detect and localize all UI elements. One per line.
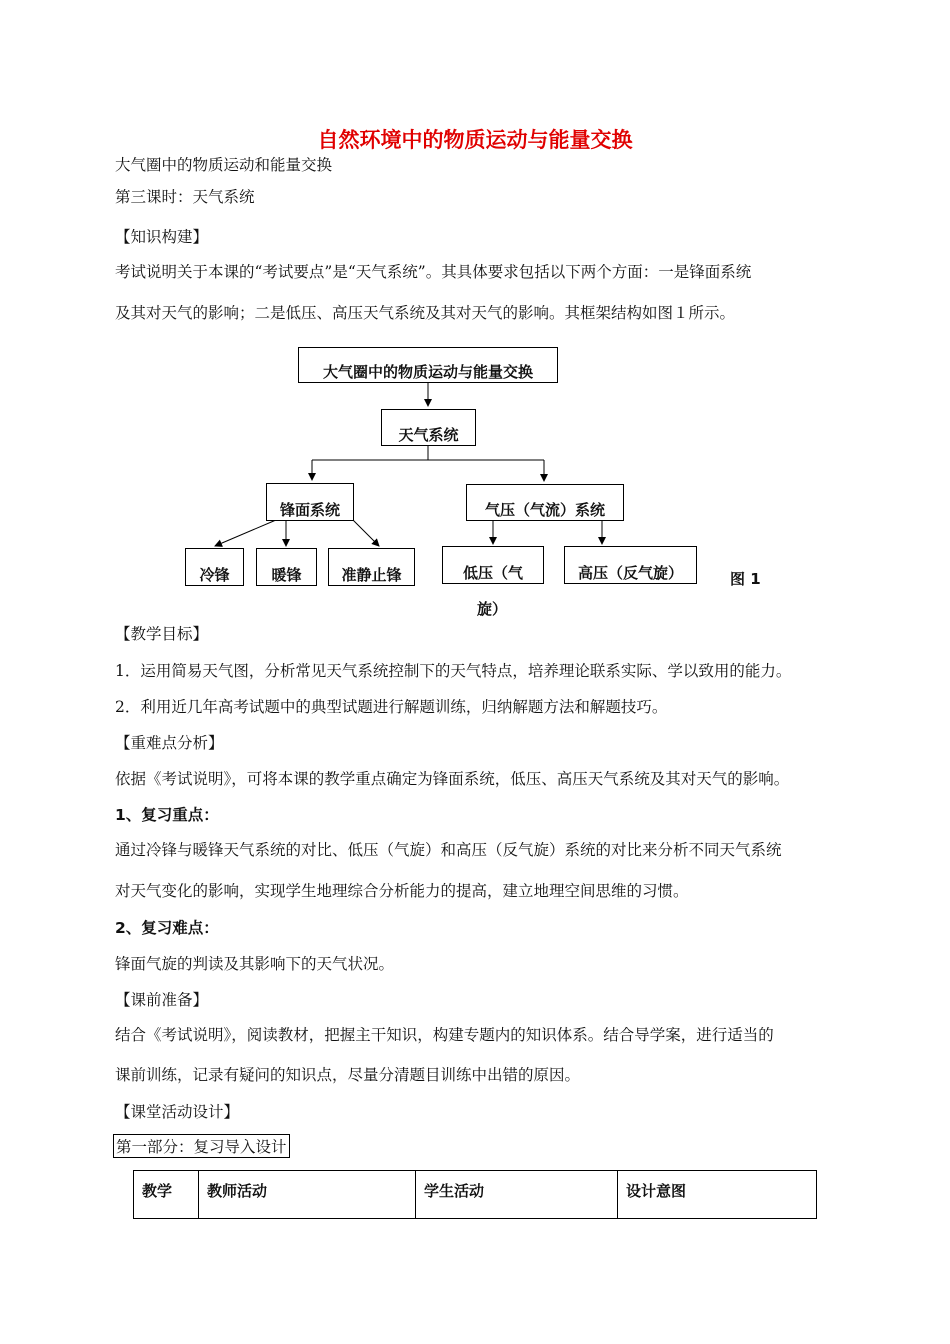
low-pressure-box — [442, 546, 544, 584]
activity-table — [133, 1170, 817, 1219]
key-points-heading: 1、复习重点： — [115, 806, 219, 824]
knowledge-paragraph-line1: 考试说明关于本课的“考试要点”是“天气系统”。其具体要求包括以下两个方面：一是锋面系统 — [115, 263, 752, 281]
cold-front-label: 冷锋 — [199, 566, 230, 584]
key-points-line2: 对天气变化的影响，实现学生地理综合分析能力的提高，建立地理空间思维的习惯。 — [115, 882, 689, 900]
knowledge-heading: 【知识构建】 — [115, 228, 209, 246]
activity-heading: 【课堂活动设计】 — [115, 1103, 240, 1121]
difficulty-heading: 2、复习难点： — [115, 919, 219, 937]
goal-item-2: 2．利用近几年高考试题中的典型试题进行解题训练，归纳解题方法和解题技巧。 — [115, 698, 668, 716]
warm-front-label: 暖锋 — [271, 566, 302, 584]
diagram-root-box — [298, 347, 558, 383]
part1-label: 第一部分：复习导入设计 — [113, 1134, 290, 1158]
table-header-cell: 设计意图 — [618, 1171, 817, 1219]
table-header-row — [134, 1171, 817, 1219]
low-pressure-label-continued: 旋） — [477, 600, 508, 618]
difficulty-paragraph: 锋面气旋的判读及其影响下的天气状况。 — [115, 955, 395, 973]
subtitle: 大气圈中的物质运动和能量交换 — [115, 156, 333, 174]
diagram-root-label: 大气圈中的物质运动与能量交换 — [322, 363, 533, 381]
prep-paragraph-line1: 结合《考试说明》，阅读教材，把握主干知识，构建专题内的知识体系。结合导学案，进行适当的 — [115, 1026, 774, 1044]
lesson-label: 第三课时：天气系统 — [115, 188, 255, 206]
goal-item-1: 1．运用简易天气图，分析常见天气系统控制下的天气特点，培养理论联系实际、学以致用的能力。 — [115, 662, 792, 680]
front-system-box — [266, 483, 354, 521]
knowledge-paragraph-line2: 及其对天气的影响；二是低压、高压天气系统及其对天气的影响。其框架结构如图１所示。 — [115, 304, 736, 322]
key-points-line1: 通过冷锋与暖锋天气系统的对比、低压（气旋）和高压（反气旋）系统的对比来分析不同天气系统 — [115, 841, 782, 859]
goals-heading: 【教学目标】 — [115, 625, 209, 643]
stationary-front-label: 准静止锋 — [341, 566, 402, 584]
cold-front-box — [185, 548, 244, 586]
warm-front-box — [256, 548, 317, 586]
pressure-system-label: 气压（气流）系统 — [484, 501, 605, 519]
pressure-system-box — [466, 484, 624, 521]
weather-system-box — [381, 409, 476, 446]
high-pressure-box — [564, 546, 697, 584]
table-header-cell: 教师活动 — [199, 1171, 416, 1219]
table-header-cell: 学生活动 — [416, 1171, 618, 1219]
page-title: 自然环境中的物质运动与能量交换 — [317, 128, 633, 152]
analysis-heading: 【重难点分析】 — [115, 734, 224, 752]
low-pressure-label: 低压（气 — [462, 564, 523, 582]
weather-system-label: 天气系统 — [398, 426, 459, 444]
analysis-paragraph: 依据《考试说明》，可将本课的教学重点确定为锋面系统，低压、高压天气系统及其对天气的影响。 — [115, 770, 790, 788]
table-header-cell: 教学 — [134, 1171, 199, 1219]
stationary-front-box — [328, 548, 415, 586]
figure-caption: 图 1 — [730, 570, 761, 588]
prep-heading: 【课前准备】 — [115, 991, 209, 1009]
prep-paragraph-line2: 课前训练，记录有疑问的知识点，尽量分清题目训练中出错的原因。 — [115, 1066, 581, 1084]
front-system-label: 锋面系统 — [279, 501, 340, 519]
high-pressure-label: 高压（反气旋） — [577, 564, 683, 582]
